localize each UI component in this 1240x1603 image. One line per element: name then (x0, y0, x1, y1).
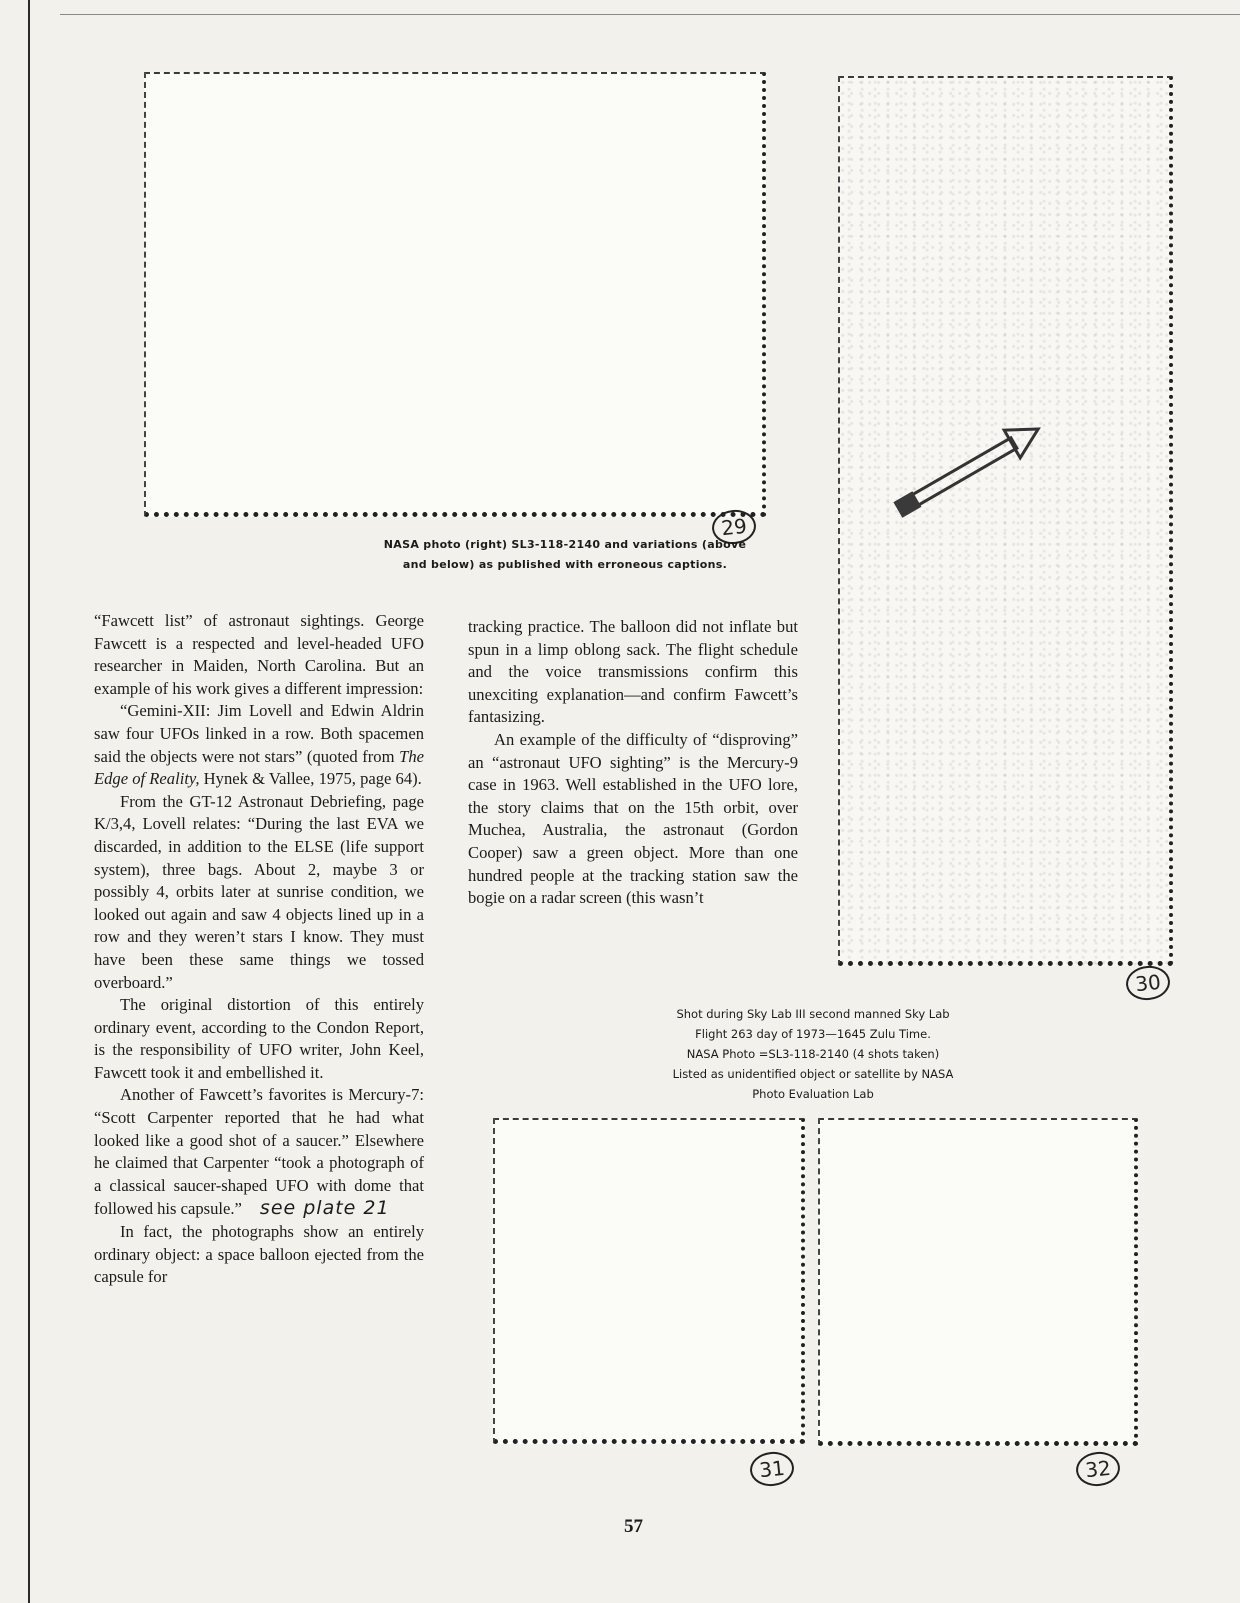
arrow-tail (893, 491, 921, 518)
plate-number-29: 29 (710, 508, 757, 546)
caption-top-line1: NASA photo (right) SL3-118-2140 and variations (above (383, 538, 747, 551)
caption-right-line4: Listed as unidentified object or satellite by NASA (672, 1067, 954, 1081)
text-column-middle (468, 616, 798, 910)
plate-number-32: 32 (1074, 1450, 1121, 1488)
caption-right-line5: Photo Evaluation Lab (752, 1087, 874, 1101)
arrow-shaft (907, 438, 1017, 508)
photo-plate-32 (818, 1118, 1138, 1446)
middle-paragraph-1: tracking practice. The balloon did not inflate but spun in a limp oblong sack. The flight schedule and the voice transmissions confirm this unexciting explanation—and confirm Fawcett’s fantasizing. (468, 617, 798, 727)
arrow-object (840, 78, 1175, 968)
plate-number-30: 30 (1124, 964, 1171, 1002)
left-paragraph-6: In fact, the photographs show an entirely ordinary object: a space balloon ejected from the capsule for (94, 1222, 424, 1287)
photo-plate-30 (838, 76, 1173, 966)
page-edge-top (60, 14, 1240, 15)
page-number: 57 (624, 1516, 643, 1537)
left-paragraph-2 (94, 700, 424, 790)
page-edge-left (28, 0, 30, 1603)
left-paragraph-4: The original distortion of this entirely ordinary event, according to the Condon Report, is the responsibility of UFO writer, John Keel, Fawcett took it and embellished it. (94, 995, 424, 1082)
arrow-shape (890, 415, 1046, 524)
text-column-left (94, 610, 424, 1289)
caption-right (598, 1004, 1028, 1104)
handwritten-note: see plate 21 (259, 1197, 390, 1220)
left-paragraph-2-title: The Edge of Reality, (94, 746, 424, 789)
caption-top (330, 535, 800, 575)
left-paragraph-5 (94, 1084, 424, 1221)
plate-number-31: 31 (748, 1450, 795, 1488)
left-paragraph-1: “Fawcett list” of astronaut sightings. George Fawcett is a respected and level-headed UFO researcher in Maiden, North Carolina. But an example of his work gives a different impression: (94, 611, 424, 698)
left-paragraph-2a: “Gemini-XII: Jim Lovell and Edwin Aldrin saw four UFOs linked in a row. Both spacemen said the objects were not stars” (quoted from (94, 701, 424, 766)
left-paragraph-3: From the GT-12 Astronaut Debriefing, page K/3,4, Lovell relates: “During the last EVA we discarded, in addition to the ELSE (life support system), three bags. About 2, maybe 3 or possibly 4, orbits later at sunrise condition, we looked out again and saw 4 objects lined up in a row and they weren’t stars I know. They must have been these same things we tossed overboard.” (94, 791, 424, 992)
left-paragraph-2b: Hynek & Vallee, 1975, page 64). (199, 769, 422, 789)
left-paragraph-5-text: Another of Fawcett’s favorites is Mercury-7: “Scott Carpenter reported that he had what looked like a good shot of a saucer.” Elsewhere he claimed that Carpenter “took a photograph of a classical saucer-shaped UFO with dome that followed his capsule.” (94, 1085, 424, 1219)
caption-right-line2: Flight 263 day of 1973—1645 Zulu Time. (695, 1027, 931, 1041)
caption-right-line1: Shot during Sky Lab III second manned Sky Lab (676, 1007, 950, 1021)
caption-right-line3: NASA Photo =SL3-118-2140 (4 shots taken) (686, 1047, 940, 1061)
photo-plate-29 (144, 72, 766, 517)
photo-plate-31 (493, 1118, 805, 1444)
caption-top-line2: and below) as published with erroneous captions. (402, 558, 728, 571)
middle-paragraph-2: An example of the difficulty of “disproving” an “astronaut UFO sighting” is the Mercury-9 case in 1963. Well established in the UFO lore, the story claims that on the 15th orbit, over Muchea, Australia, the astronaut (Gordon Cooper) saw a green object. More than one hundred people at the tracking station saw the bogie on a radar screen (this wasn’t (468, 729, 798, 908)
